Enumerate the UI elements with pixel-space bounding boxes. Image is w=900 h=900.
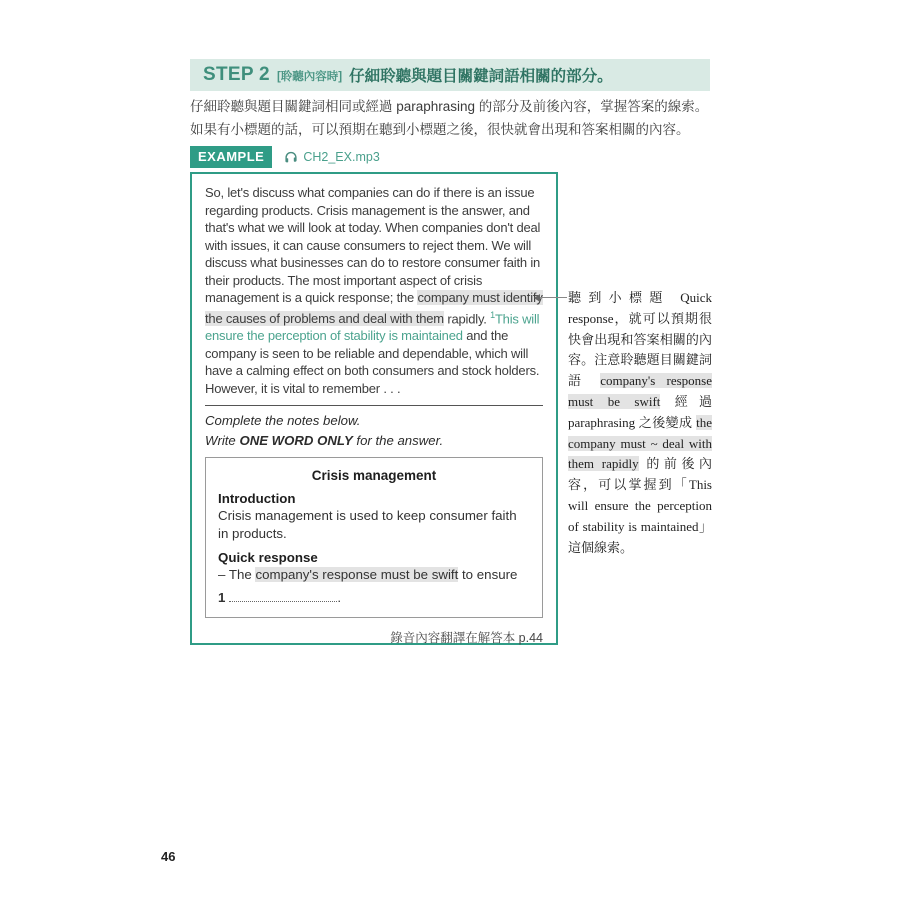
transcript-text: So, let's discuss what companies can do if there is an issue regarding products. Crisis management is the answer, and that's what we will look at today. When companies don't deal with issues, it can cause consumers to reject them. We will discuss what businesses can do to restore consumer faith in their products. The most important aspect of crisis management is a quick response; the: [205, 185, 541, 305]
notes-heading-quick-response: Quick response: [218, 550, 318, 566]
superscript-marker: 1: [490, 309, 495, 320]
transcript-highlighted-phrase: company must identify the causes of problems and deal with them: [205, 290, 543, 326]
translation-reference-note: 錄音內容翻譯在解答本 p.44: [390, 630, 543, 645]
side-note-highlight-1: company's response must be swift: [568, 373, 712, 409]
transcript-text: and the company is seen to be reliable and dependable, which will have a calming effect on both consumers and stock holders. However, it is vital to remember . . .: [205, 328, 540, 396]
callout-arrow-line: [540, 297, 567, 298]
answer-blank-field: [229, 589, 337, 602]
side-note-text: 經過 paraphrasing 之後變成: [568, 393, 712, 430]
headphone-icon: [284, 151, 298, 164]
step-label: STEP 2: [203, 64, 270, 85]
side-note: [568, 288, 712, 558]
notes-highlighted-phrase: company's response must be swift: [255, 567, 459, 583]
side-note-text: 聽到小標題 Quick response，就可以預期很快會出現和答案相關的內容。注意聆聽題目關鍵詞語: [568, 290, 712, 389]
side-note-highlight-2: the company must ~ deal with them rapidly: [568, 414, 712, 472]
audio-filename: CH2_EX.mp3: [303, 150, 380, 164]
notes-text-introduction: Crisis management is used to keep consumer faith in products.: [218, 508, 517, 541]
notes-box: [205, 457, 543, 617]
notes-heading-introduction: Introduction: [218, 491, 296, 507]
step-header: [190, 59, 710, 91]
example-tag: EXAMPLE: [190, 146, 272, 168]
intro-paragraph: 仔細聆聽與題目關鍵詞相同或經過 paraphrasing 的部分及前後內容，掌握答案的線索。如果有小標題的話，可以預期在聽到小標題之後，很快就會出現和答案相關的內容。: [190, 99, 709, 137]
example-box: [190, 172, 558, 645]
notes-bullet: – The company's response must be swift to ensure: [218, 567, 518, 583]
audio-row: [284, 150, 379, 164]
example-tag-row: [190, 146, 380, 168]
one-word-only-emphasis: ONE WORD ONLY: [239, 433, 353, 449]
divider: [205, 405, 543, 406]
page-number: 46: [161, 849, 176, 864]
instruction-line-2: Write ONE WORD ONLY for the answer.: [205, 433, 444, 449]
side-note-text: 的前後內容，可以掌握到「This will ensure the perception of stability is maintained」這個線索。: [568, 456, 712, 555]
instruction-line-1: Complete the notes below.: [205, 413, 361, 429]
transcript: [205, 184, 543, 397]
answer-clue-text: This will ensure the perception of stability is maintained: [205, 310, 540, 344]
answer-line: 1 .: [218, 589, 342, 605]
step-bracket-label: [聆聽內容時]: [276, 71, 343, 83]
answer-number: 1: [218, 589, 226, 605]
step-title: 仔細聆聽與題目關鍵詞語相關的部分。: [349, 68, 613, 85]
transcript-text: rapidly.: [443, 310, 491, 326]
notes-title: Crisis management: [311, 468, 437, 484]
callout-arrow-head: [534, 294, 540, 302]
